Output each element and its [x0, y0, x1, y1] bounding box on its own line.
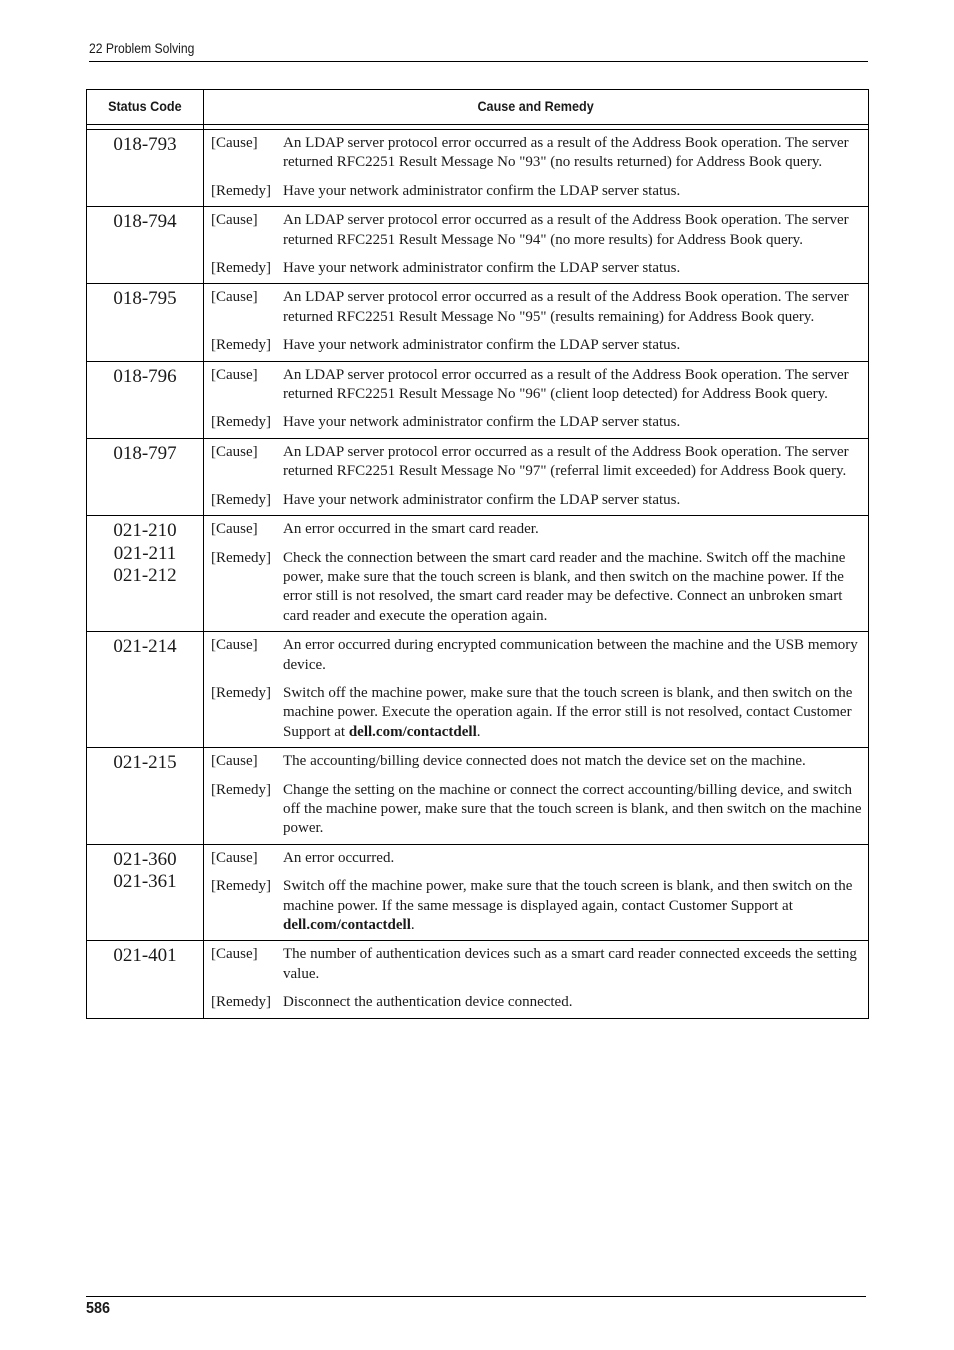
remedy-description: Switch off the machine power, make sure that the touch screen is blank, and then switch on the machine power. If the same message is displayed again, contact Customer Support at [283, 878, 853, 914]
remedy-end: . [476, 723, 481, 740]
table-row [87, 516, 869, 632]
status-code-table-container [86, 89, 868, 1108]
cause-label: [Cause] [211, 946, 258, 963]
remedy-end: . [410, 917, 415, 933]
remedy-description: Have your network administrator confirm the LDAP server status. [283, 260, 681, 277]
status-code: 021-211 [113, 542, 177, 564]
section-title: 22 Problem Solving [89, 41, 195, 56]
remedy-entry [211, 182, 862, 201]
remedy-entry [211, 259, 862, 278]
remedy-text [283, 877, 862, 935]
table-row [87, 130, 869, 207]
cause-text [283, 366, 862, 405]
remedy-label: [Remedy] [211, 994, 271, 1011]
status-code: 018-794 [113, 211, 177, 233]
cause-entry [211, 945, 862, 984]
page-footer [86, 1296, 866, 1317]
status-code: 021-401 [113, 945, 177, 967]
remedy-description: Have your network administrator confirm the LDAP server status. [283, 182, 681, 199]
status-code-cell [87, 130, 204, 207]
cause-entry [211, 520, 862, 539]
status-code-cell [87, 748, 204, 845]
remedy-label: [Remedy] [211, 260, 271, 277]
remedy-entry [211, 491, 862, 510]
remedy-label: [Remedy] [211, 781, 271, 798]
status-code: 021-215 [113, 752, 177, 774]
remedy-text [283, 336, 862, 355]
remedy-text [283, 781, 862, 839]
cause-entry [211, 636, 862, 675]
status-code: 021-360 [113, 848, 177, 870]
remedy-description: Have your network administrator confirm the LDAP server status. [283, 491, 681, 508]
page-number: 586 [86, 1300, 111, 1317]
cause-description: An error occurred. [283, 849, 395, 866]
cause-description: The accounting/billing device connected does not match the device set on the machine. [283, 753, 806, 770]
remedy-entry [211, 781, 862, 839]
cause-remedy-cell [204, 207, 869, 284]
remedy-text [283, 259, 862, 278]
cause-label: [Cause] [211, 637, 258, 654]
remedy-text [283, 491, 862, 510]
remedy-entry [211, 413, 862, 432]
status-code-cell [87, 284, 204, 361]
remedy-label: [Remedy] [211, 182, 271, 199]
cause-text [283, 520, 862, 539]
table-row [87, 438, 869, 515]
status-code-cell [87, 941, 204, 1018]
cause-entry [211, 211, 862, 250]
cause-remedy-cell [204, 941, 869, 1018]
cause-label: [Cause] [211, 443, 258, 460]
table-row [87, 748, 869, 845]
cause-remedy-cell [204, 438, 869, 515]
cause-entry [211, 366, 862, 405]
status-code: 021-212 [113, 565, 177, 587]
status-code-cell [87, 438, 204, 515]
cause-remedy-cell [204, 284, 869, 361]
status-code-cell [87, 516, 204, 632]
cause-text [283, 443, 862, 482]
cause-label: [Cause] [211, 289, 258, 306]
cause-text [283, 288, 862, 327]
table-header-row [87, 90, 869, 125]
cause-label: [Cause] [211, 212, 258, 229]
remedy-text [283, 684, 862, 742]
cause-text [283, 636, 862, 675]
cause-entry [211, 443, 862, 482]
status-code: 021-214 [113, 636, 177, 658]
status-code: 018-793 [113, 134, 177, 155]
status-code: 018-796 [113, 365, 177, 387]
cause-remedy-cell [204, 130, 869, 207]
cause-label: [Cause] [211, 135, 258, 151]
cause-description: An error occurred in the smart card reader. [283, 521, 539, 538]
contact-link: dell.com/contactdell [283, 917, 411, 933]
cause-label: [Cause] [211, 753, 258, 770]
remedy-text [283, 413, 862, 432]
cause-text [283, 134, 862, 173]
remedy-entry [211, 684, 862, 742]
cause-remedy-cell [204, 632, 869, 748]
remedy-description: Switch off the machine power, make sure that the touch screen is blank, and then switch on the machine power. Execute the operation again. If the error still is not resolved, contact Customer Support at [283, 684, 853, 740]
status-code-cell [87, 361, 204, 438]
cause-remedy-cell [204, 748, 869, 845]
remedy-label: [Remedy] [211, 878, 271, 895]
remedy-label: [Remedy] [211, 549, 271, 566]
remedy-text [283, 182, 862, 201]
cause-text [283, 945, 862, 984]
cause-text [283, 752, 862, 771]
remedy-text [283, 549, 862, 627]
remedy-label: [Remedy] [211, 337, 271, 354]
cause-remedy-cell [204, 516, 869, 632]
cause-description: An error occurred during encrypted communication between the machine and the USB memory device. [283, 637, 858, 673]
cause-remedy-cell [204, 361, 869, 438]
cause-description: An LDAP server protocol error occurred as a result of the Address Book operation. The server returned RFC2251 Result Message No "93" (no results returned) for Address Book query. [283, 135, 849, 171]
status-code-cell [87, 844, 204, 941]
cause-description: An LDAP server protocol error occurred as a result of the Address Book operation. The server returned RFC2251 Result Message No "95" (results remaining) for Address Book query. [283, 289, 849, 325]
cause-remedy-cell [204, 844, 869, 941]
remedy-description: Check the connection between the smart card reader and the machine. Switch off the machine power, make sure that the touch screen is blank, and then switch on the machine power. If the error still is not resolved, the smart card reader may be defective. Connect an unbroken smart card reader and execute the operation again. [283, 549, 846, 624]
remedy-entry [211, 877, 862, 935]
remedy-entry [211, 336, 862, 355]
page-header [89, 40, 868, 62]
column-header-cause-remedy: Cause and Remedy [204, 90, 869, 125]
cause-entry [211, 752, 862, 771]
remedy-label: [Remedy] [211, 684, 271, 701]
cause-description: An LDAP server protocol error occurred as a result of the Address Book operation. The server returned RFC2251 Result Message No "94" (no more results) for Address Book query. [283, 212, 849, 248]
remedy-text [283, 993, 862, 1012]
status-code-cell [87, 207, 204, 284]
remedy-description: Have your network administrator confirm the LDAP server status. [283, 414, 681, 431]
cause-description: An LDAP server protocol error occurred as a result of the Address Book operation. The server returned RFC2251 Result Message No "97" (referral limit exceeded) for Address Book query. [283, 443, 849, 480]
status-code-cell [87, 632, 204, 748]
remedy-description: Disconnect the authentication device connected. [283, 994, 573, 1011]
cause-text [283, 211, 862, 250]
cause-label: [Cause] [211, 849, 258, 866]
status-code-table [86, 89, 869, 1019]
contact-link: dell.com/contactdell [348, 723, 477, 740]
cause-description: The number of authentication devices such as a smart card reader connected exceeds the setting value. [283, 946, 857, 982]
cause-label: [Cause] [211, 366, 258, 383]
remedy-entry [211, 549, 862, 627]
remedy-label: [Remedy] [211, 491, 271, 508]
remedy-description: Change the setting on the machine or connect the correct accounting/billing device, and switch off the machine power, make sure that the touch screen is blank, and then switch on the machine power. [283, 781, 862, 837]
table-row [87, 941, 869, 1018]
cause-entry [211, 134, 862, 173]
cause-label: [Cause] [211, 521, 258, 538]
status-code: 021-361 [113, 871, 177, 893]
status-code: 021-210 [113, 520, 177, 542]
column-header-status-code: Status Code [87, 90, 204, 125]
status-code: 018-795 [113, 288, 177, 310]
table-row [87, 844, 869, 941]
cause-text [283, 849, 862, 868]
table-row [87, 361, 869, 438]
table-row [87, 207, 869, 284]
remedy-label: [Remedy] [211, 414, 271, 431]
cause-entry [211, 288, 862, 327]
remedy-description: Have your network administrator confirm the LDAP server status. [283, 337, 681, 354]
status-code: 018-797 [113, 442, 177, 464]
table-body [87, 125, 869, 1019]
table-row [87, 632, 869, 748]
cause-description: An LDAP server protocol error occurred as a result of the Address Book operation. The server returned RFC2251 Result Message No "96" (client loop detected) for Address Book query. [283, 366, 849, 403]
cause-entry [211, 849, 862, 868]
remedy-entry [211, 993, 862, 1012]
table-row [87, 284, 869, 361]
